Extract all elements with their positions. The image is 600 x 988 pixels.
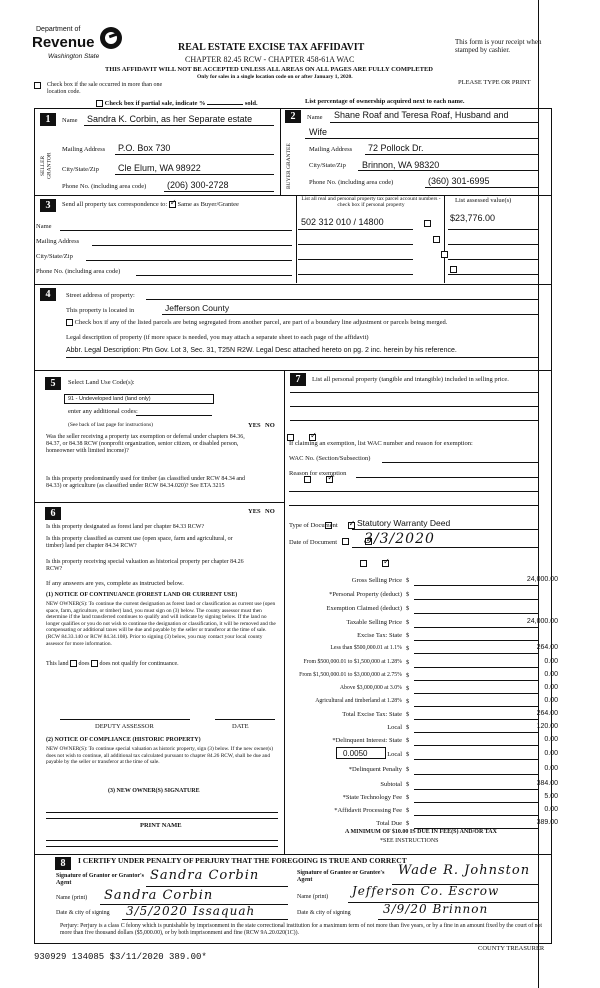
- does-label: does: [78, 660, 90, 667]
- certify-text: I CERTIFY UNDER PENALTY OF PERJURY THAT THE FOREGOING IS TRUE AND CORRECT: [78, 856, 407, 865]
- calc-line-11: [414, 732, 538, 733]
- s6-if-yes: If any answers are yes, complete as instructed below.: [46, 580, 184, 587]
- calc-line-12: [414, 745, 538, 746]
- s3-assessed-header: List assessed value(s): [455, 197, 512, 204]
- grantor-date-city[interactable]: 3/5/2020 Issaquah: [126, 904, 256, 918]
- s7-wac-label: WAC No. (Section/Subsection): [289, 455, 371, 462]
- land-use-code: 91 - Undeveloped land (land only): [68, 396, 151, 402]
- s3-name-label: Name: [36, 223, 52, 230]
- logo-dept: Department of: [36, 26, 81, 33]
- calc-line-17: [414, 815, 538, 816]
- calc-line-10: [414, 719, 538, 720]
- s1-name-label: Name: [62, 117, 78, 124]
- calc-value-15[interactable]: 384.00: [536, 780, 558, 787]
- segregated-label: Check box if any of the listed parcels are being segregated from another parcel, are part of a boundary line adjustment or parcels being merged.: [74, 319, 448, 326]
- calc-value-8[interactable]: 0.00: [544, 684, 558, 691]
- calc-currency-14: $: [406, 766, 410, 773]
- calc-currency-11: $: [406, 724, 410, 731]
- s5-q2: Is this property predominantly used for timber (as classified under RCW 84.34 and 84.33) or agriculture (as classified under RCW 84.34.020)? See ETA 3215: [46, 476, 246, 489]
- calc-line-8: [414, 693, 538, 694]
- s3-city-label: City/State/Zip: [36, 253, 73, 260]
- s5-select-label: Select Land Use Code(s):: [68, 379, 135, 386]
- calc-currency-2: $: [406, 605, 410, 612]
- calc-value-10[interactable]: 264.00: [536, 710, 558, 717]
- s3-mail-label: Mailing Address: [36, 238, 80, 245]
- calc-currency-7: $: [406, 672, 410, 679]
- grantor-signature[interactable]: Sandra Corbin: [150, 868, 260, 883]
- print-name-label: PRINT NAME: [140, 822, 182, 829]
- cashier-stamp: 930929 134085 $3/11/2020 389.00*: [34, 952, 207, 962]
- buyer-name-2[interactable]: Wife: [309, 127, 327, 137]
- s3-phone-label: Phone No. (including area code): [36, 268, 121, 275]
- calc-label-11: Local: [387, 724, 402, 731]
- calc-currency-16: $: [406, 794, 410, 801]
- s5-see-label: (See back of last page for instructions): [68, 422, 153, 428]
- this-land-row: [46, 660, 179, 668]
- calc-currency-17: $: [406, 807, 410, 814]
- warning-text: THIS AFFIDAVIT WILL NOT BE ACCEPTED UNLESS ALL AREAS ON ALL PAGES ARE FULLY COMPLETED: [105, 66, 433, 73]
- ownership-note: List percentage of ownership acquired next to each name.: [305, 98, 465, 105]
- deputy-assessor-label: DEPUTY ASSESSOR: [95, 723, 154, 730]
- s6-q2-yes-checkbox[interactable]: [342, 538, 349, 545]
- grantee-signature[interactable]: Wade R. Johnston: [398, 863, 531, 878]
- calc-line-15: [414, 789, 538, 790]
- section-6-badge: 6: [45, 507, 61, 520]
- calc-currency-10: $: [406, 711, 410, 718]
- legal-description[interactable]: Abbr. Legal Description: Ptn Gov. Lot 3, Sec. 31, T25N R2W. Legal Desc attached hereto on pg. 2 inc. herein by his reference.: [66, 347, 457, 354]
- s5-no: NO: [265, 422, 275, 429]
- calc-currency-4: $: [406, 632, 410, 639]
- calc-currency-13: $: [406, 751, 410, 758]
- s6-q1: Is this property designated as forest land per chapter 84.33 RCW?: [46, 524, 205, 530]
- seller-phone[interactable]: (206) 300-2728: [167, 180, 229, 190]
- calc-line-16: [414, 802, 538, 803]
- s1-city-label: City/State/Zip: [62, 166, 99, 173]
- calc-currency-6: $: [406, 659, 410, 666]
- calc-currency-0: $: [406, 577, 410, 584]
- calc-value-3[interactable]: 24,000.00: [526, 618, 558, 625]
- calc-value-12[interactable]: 0.00: [544, 736, 558, 743]
- s5-q1: Was the seller receiving a property tax exemption or deferral under chapters 84.36, 84.37, or 84.38 RCW (nonprofit organization, senior citizen, or disabled person, homeowner with limited income)?: [46, 434, 245, 454]
- calc-line-1: [414, 599, 538, 600]
- logo-revenue: Revenue: [32, 34, 95, 51]
- doc-type-label: Type of Document: [289, 522, 338, 529]
- calc-label-0: Gross Selling Price: [351, 577, 402, 584]
- calc-label-14: *Delinquent Penalty: [348, 766, 402, 773]
- logo-swoosh-icon: [100, 27, 122, 49]
- calc-line-5: [414, 653, 538, 654]
- not-qualify-label: does not qualify for continuance.: [99, 660, 179, 667]
- multi-location-checkbox[interactable]: [34, 82, 41, 89]
- calc-value-0[interactable]: 24,000.00: [526, 576, 558, 583]
- calc-line-9: [414, 706, 538, 707]
- calc-currency-5: $: [406, 645, 410, 652]
- assessed-value[interactable]: $23,776.00: [450, 213, 496, 223]
- calc-line-14: [414, 774, 538, 775]
- does-not-checkbox[interactable]: [91, 660, 98, 667]
- s1-phone-label: Phone No. (including area code): [62, 183, 147, 190]
- calc-line-3: [414, 627, 538, 628]
- s5-yes: YES: [248, 422, 261, 429]
- calc-label-2: Exemption Claimed (deduct): [326, 605, 402, 612]
- calc-label-18: Total Due: [376, 820, 402, 827]
- calc-currency-1: $: [406, 591, 410, 598]
- see-instructions: *SEE INSTRUCTIONS: [380, 838, 439, 844]
- s6-q2: Is this property classified as current use (open space, farm and agricultural, or timber) land per chapter 84.34 RCW?: [46, 536, 233, 549]
- partial-sale-label: Check box if partial sale, indicate %: [104, 100, 206, 107]
- section-8-badge: 8: [55, 857, 71, 870]
- grantee-sig-label: Signature of Grantee or Grantee's Agent: [297, 870, 385, 883]
- buyer-phone[interactable]: (360) 301-6995: [428, 176, 490, 186]
- calc-label-12: *Delinquent Interest: State: [332, 737, 402, 744]
- calc-label-17: *Affidavit Processing Fee: [334, 807, 402, 814]
- grantee-name-label: Name (print): [297, 894, 329, 900]
- s6-q3-no-checkbox[interactable]: [382, 560, 389, 567]
- calc-label-7: From $1,500,000.01 to $3,000,000 at 2.75%: [299, 672, 402, 678]
- section-7-badge: 7: [290, 373, 306, 386]
- multi-location-label: Check box if the sale occurred in more than one location code.: [47, 82, 163, 95]
- calc-label-3: Taxable Selling Price: [346, 619, 402, 626]
- seller-side-label: SELLER GRANTOR: [40, 152, 53, 180]
- calc-value-13[interactable]: 0.00: [544, 750, 558, 757]
- s5-enter-label: enter any additional codes:: [68, 408, 138, 415]
- grantee-name[interactable]: Jefferson Co. Escrow: [352, 884, 500, 898]
- calc-currency-9: $: [406, 698, 410, 705]
- section-4-badge: 4: [40, 288, 56, 301]
- perjury-text: Perjury: Perjury is a class C felony which is punishable by imprisonment in the state correctional institution for a maximum term of not more than five years, or by a fine in an amount fixed by the court of not more than five thousand dollars ($5,000.00), or by both imprisonment and fine (RCW 9A.20.020(1C)).: [60, 923, 542, 937]
- parcel-checkbox-3[interactable]: [441, 251, 448, 258]
- section-3-badge: 3: [40, 199, 56, 212]
- s4-street-label: Street address of property:: [66, 292, 135, 299]
- s6-no: NO: [265, 508, 275, 515]
- calc-currency-3: $: [406, 619, 410, 626]
- minimum-note: A MINIMUM OF $10.00 IS DUE IN FEE(S) AND/OR TAX: [345, 829, 497, 835]
- n3-label: (3) NEW OWNER(S) SIGNATURE: [108, 788, 200, 794]
- doc-date-label: Date of Document: [289, 539, 338, 546]
- section-1-badge: 1: [40, 113, 56, 126]
- multi-location-row: [34, 82, 164, 95]
- grantor-date-label: Date & city of signing: [56, 910, 110, 916]
- form-chapter: CHAPTER 82.45 RCW - CHAPTER 458-61A WAC: [185, 55, 355, 64]
- s6-q3-yes-checkbox[interactable]: [360, 560, 367, 567]
- doc-date[interactable]: 3/3/2020: [364, 531, 435, 547]
- s1-mail-label: Mailing Address: [62, 146, 106, 153]
- calc-currency-12: $: [406, 737, 410, 744]
- calc-value-16[interactable]: 5.00: [544, 793, 558, 800]
- parcel-number[interactable]: 502 312 010 / 14800: [301, 217, 384, 227]
- calc-label-15: Subtotal: [380, 781, 402, 788]
- n2-body: NEW OWNER(S): To continue special valuation as historic property, sign (3) below. If the new owner(s) does not wish to continue, all additional tax calculated pursuant to chapter 84.26 RCW, shall be due and payable by the seller or transferor at the time of sale.: [46, 746, 274, 766]
- local-rate-box[interactable]: [336, 747, 386, 759]
- s6-yes: YES: [248, 508, 261, 515]
- grantor-name[interactable]: Sandra Corbin: [104, 888, 214, 903]
- calc-value-18[interactable]: 389.00: [536, 819, 558, 826]
- grantor-sig-label: Signature of Grantor or Grantor's Agent: [56, 873, 144, 886]
- s7-reason-label: Reason for exemption: [289, 470, 347, 477]
- s2-mail-label: Mailing Address: [309, 146, 353, 153]
- date-label: DATE: [232, 723, 249, 730]
- buyer-city[interactable]: Brinnon, WA 98320: [362, 160, 440, 170]
- doc-type[interactable]: Statutory Warranty Deed: [357, 518, 451, 528]
- calc-value-6[interactable]: 0.00: [544, 658, 558, 665]
- parcel-checkbox-2[interactable]: [433, 236, 440, 243]
- seller-city[interactable]: Cle Elum, WA 98922: [118, 163, 201, 173]
- local-rate: 0.0050: [343, 749, 368, 758]
- calc-label-6: From $500,000.01 to $1,500,000 at 1.28%: [303, 659, 402, 665]
- seller-mail[interactable]: P.O. Box 730: [118, 143, 171, 153]
- partial-sale-row: [96, 100, 258, 107]
- calc-label-8: Above $3,000,000 at 3.0%: [339, 685, 402, 691]
- does-checkbox[interactable]: [70, 660, 77, 667]
- s6-q1-no-checkbox[interactable]: [348, 522, 355, 529]
- buyer-name[interactable]: Shane Roaf and Teresa Roaf, Husband and: [334, 110, 509, 120]
- calc-line-7: [414, 680, 538, 681]
- grantee-date-city[interactable]: 3/9/20 Brinnon: [383, 902, 489, 916]
- calc-value-7[interactable]: 0.00: [544, 671, 558, 678]
- calc-value-11[interactable]: 120.00: [536, 723, 558, 730]
- calc-currency-8: $: [406, 685, 410, 692]
- land-use-code-box[interactable]: [64, 394, 214, 404]
- grantor-name-label: Name (print): [56, 895, 88, 901]
- calc-line-13: [414, 759, 538, 760]
- calc-value-17[interactable]: 0.00: [544, 806, 558, 813]
- county-value[interactable]: Jefferson County: [165, 303, 230, 313]
- calc-label-1: *Personal Property (deduct): [329, 591, 402, 598]
- section-2-badge: 2: [285, 110, 301, 123]
- section-5-badge: 5: [45, 377, 61, 390]
- calc-value-14[interactable]: 0.00: [544, 765, 558, 772]
- calc-line-0: [414, 585, 538, 586]
- buyer-mail[interactable]: 72 Pollock Dr.: [368, 143, 424, 153]
- calc-label-16: *State Technology Fee: [342, 794, 402, 801]
- parcel-checkbox-4[interactable]: [450, 266, 457, 273]
- same-as-buyer-checkbox[interactable]: [169, 201, 176, 208]
- calc-label-13: Local: [387, 751, 402, 758]
- s7-personal-label: List all personal property (tangible and intangible) included in selling price.: [312, 376, 509, 383]
- this-land-label: This land: [46, 660, 69, 667]
- calc-label-5: Less than $500,000.01 at 1.1%: [330, 645, 402, 651]
- only-for-text: Only for sales in a single location code on or after January 1, 2020.: [197, 74, 353, 80]
- n2-title: (2) NOTICE OF COMPLIANCE (HISTORIC PROPERTY): [46, 737, 201, 743]
- revenue-logo: [32, 25, 124, 69]
- type-print: PLEASE TYPE OR PRINT: [458, 79, 531, 86]
- form-title: REAL ESTATE EXCISE TAX AFFIDAVIT: [178, 42, 365, 53]
- right-edge-line: [538, 0, 539, 988]
- s3-same-label: Same as Buyer/Grantee: [177, 201, 239, 208]
- sold-label: sold.: [244, 100, 258, 107]
- n1-body: NEW OWNER(S): To continue the current designation as forest land or classification as current use (open space, farm, agriculture, or timber) land, you must sign on (3) below. The county assessor must then determine if the land transferred continues to qualify and will indicate by signing below. If the land no longer qualifies or you do not wish to continue the designation or classification, it will be removed and the compensating or additional taxes will be due and payable by the seller or transferor at the time of sale. (RCW 84.33.140 or RCW 84.34.108). Prior to signing (3) below, you may contact your local county assessor for more information.: [46, 601, 276, 647]
- calc-value-9[interactable]: 0.00: [544, 697, 558, 704]
- s3-send-row: [62, 201, 239, 208]
- calc-line-6: [414, 667, 538, 668]
- calc-label-10: Total Excise Tax: State: [342, 711, 402, 718]
- logo-state: Washington State: [48, 53, 100, 60]
- calc-line-4: [414, 640, 538, 641]
- column-divider: [284, 370, 285, 854]
- calc-label-9: Agricultural and timberland at 1.28%: [315, 698, 402, 704]
- parcel-checkbox-1[interactable]: [424, 220, 431, 227]
- s3-list-header: List all real and personal property tax parcel account numbers - check box if personal property: [301, 196, 441, 209]
- s7-exemption-label: If claiming an exemption, list WAC number and reason for exemption:: [289, 440, 473, 447]
- partial-sale-checkbox[interactable]: [96, 100, 103, 107]
- s3-send-label: Send all property tax correspondence to:: [62, 201, 168, 208]
- calc-value-5[interactable]: 264.00: [536, 644, 558, 651]
- s4-located-label: This property is located in: [66, 307, 135, 314]
- calc-label-4: Excise Tax: State: [357, 632, 402, 639]
- s2-city-label: City/State/Zip: [309, 162, 346, 169]
- segregated-row: [66, 319, 447, 326]
- county-treasurer: COUNTY TREASURER: [478, 945, 545, 952]
- s2-name-label: Name: [307, 114, 323, 121]
- grantee-date-label: Date & city of signing: [297, 910, 351, 916]
- calc-currency-18: $: [406, 820, 410, 827]
- n1-title: (1) NOTICE OF CONTINUANCE (FOREST LAND OR CURRENT USE): [46, 592, 238, 598]
- seller-name[interactable]: Sandra K. Corbin, as her Separate estate: [87, 114, 253, 124]
- calc-currency-15: $: [406, 781, 410, 788]
- calc-line-2: [414, 613, 538, 614]
- legal-header: Legal description of property (if more space is needed, you may attach a separate sheet to each page of the affidavit): [66, 334, 369, 341]
- segregated-checkbox[interactable]: [66, 319, 73, 326]
- receipt-note: This form is your receipt when stamped by cashier.: [455, 38, 542, 55]
- s2-phone-label: Phone No. (including area code): [309, 179, 394, 186]
- s6-q3: Is this property receiving special valuation as historical property per chapter 84.26 RCW?: [46, 559, 244, 572]
- buyer-side-label: BUYER GRANTEE: [286, 143, 292, 189]
